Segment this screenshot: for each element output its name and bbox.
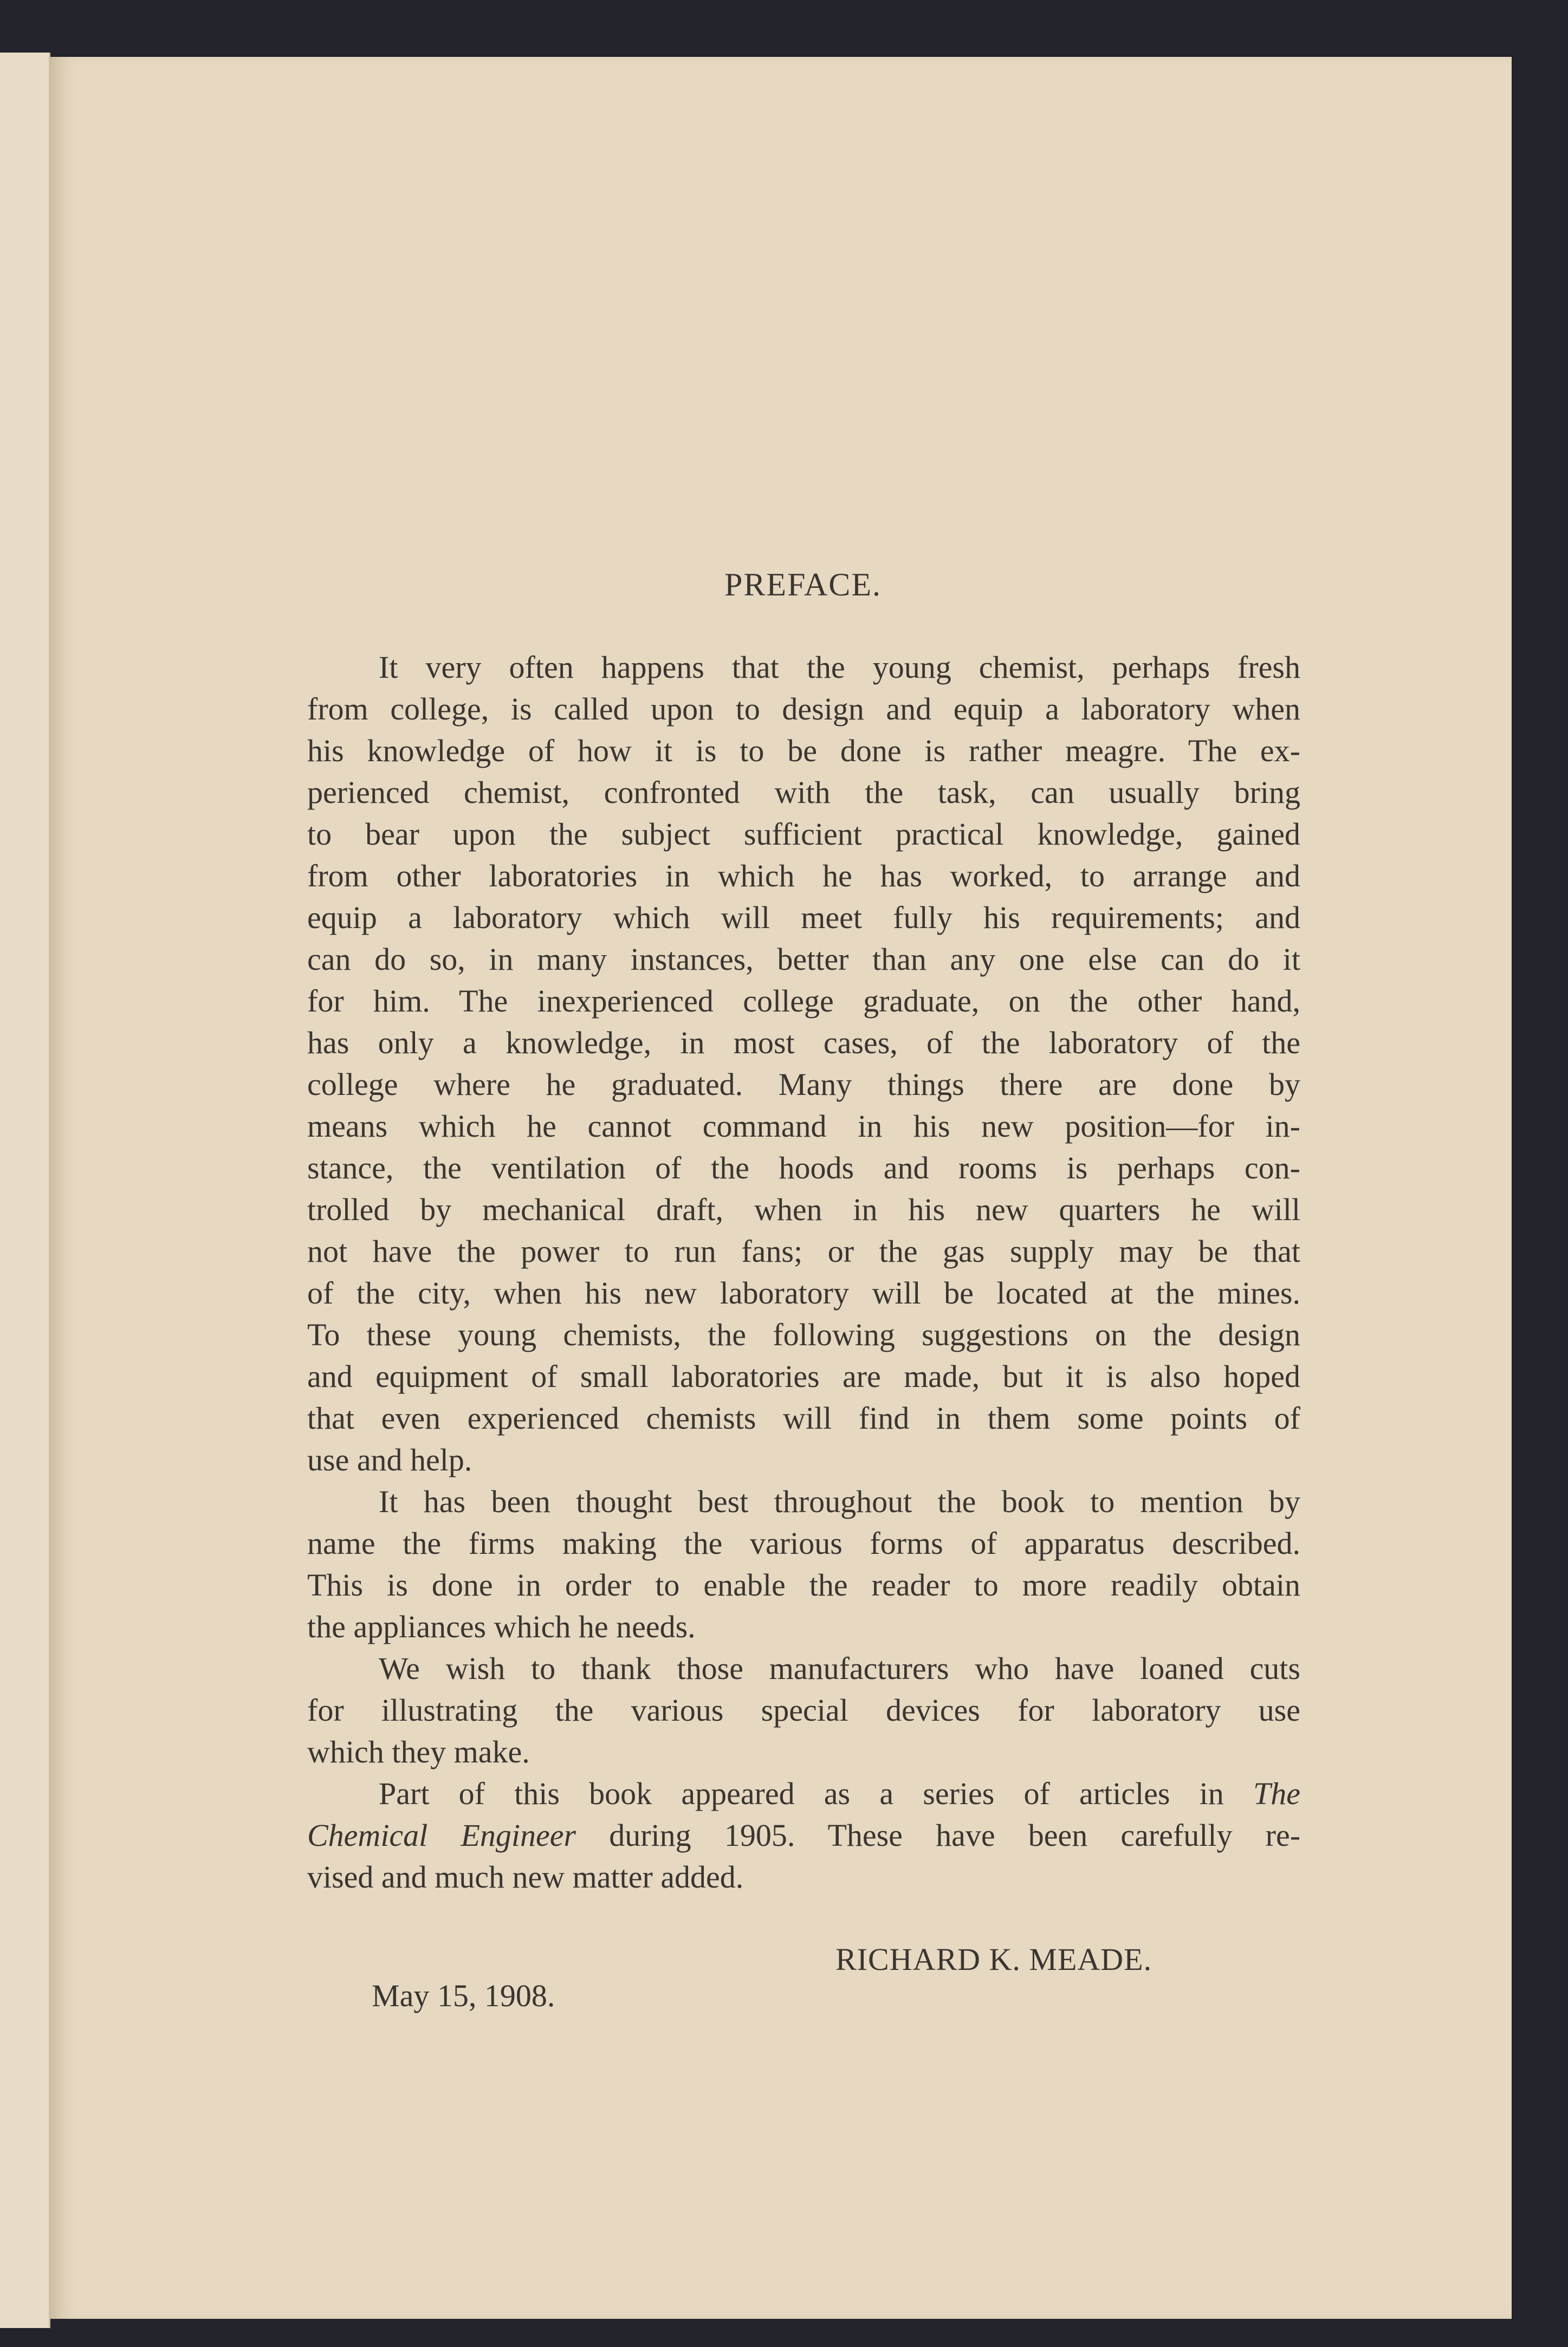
text-line: We wish to thank those manufacturers who have loaned cuts (379, 1651, 1300, 1686)
previous-page-edge (0, 53, 50, 2328)
text-line: for him. The inexperienced college graduate, on the other hand, (307, 983, 1300, 1019)
text-line: and equipment of small laboratories are made, but it is also hoped (307, 1359, 1300, 1394)
text-line: It has been thought best throughout the book to mention by (379, 1484, 1300, 1519)
text-line: from other laboratories in which he has worked, to arrange and (307, 858, 1300, 893)
text-line (307, 1814, 1300, 1856)
paragraph-1 (307, 646, 1300, 1481)
text-line: stance, the ventilation of the hoods and rooms is perhaps con- (307, 1150, 1300, 1185)
paragraph-3 (307, 1648, 1300, 1773)
italic-title: The (1253, 1776, 1300, 1811)
text-line: not have the power to run fans; or the gas supply may be that (307, 1234, 1300, 1269)
text-span: during 1905. These have been carefully re- (609, 1818, 1301, 1853)
text-line: equip a laboratory which will meet fully his requirements; and (307, 900, 1300, 935)
book-page (50, 57, 1512, 2319)
text-line: To these young chemists, the following suggestions on the design (307, 1317, 1300, 1352)
preface-date: May 15, 1908. (372, 1978, 555, 2013)
text-line: trolled by mechanical draft, when in his new quarters he will (307, 1192, 1300, 1227)
page-title: PREFACE. (724, 567, 882, 602)
text-line: the appliances which he needs. (307, 1609, 696, 1644)
preface-body (307, 646, 1300, 1898)
text-line: of the city, when his new laboratory will be located at the mines. (307, 1275, 1300, 1311)
text-line: which they make. (307, 1734, 530, 1769)
author-signature: RICHARD K. MEADE. (835, 1942, 1152, 1977)
text-line: perienced chemist, confronted with the task, can usually bring (307, 775, 1300, 810)
text-line: name the firms making the various forms of apparatus described. (307, 1526, 1300, 1561)
text-line: for illustrating the various special devices for laboratory use (307, 1693, 1300, 1728)
text-line: can do so, in many instances, better than any one else can do it (307, 942, 1300, 977)
text-line: has only a knowledge, in most cases, of the laboratory of the (307, 1025, 1300, 1060)
text-line: use and help. (307, 1442, 472, 1477)
paragraph-2 (307, 1481, 1300, 1648)
text-line (307, 1773, 1300, 1814)
text-span: Part of this book appeared as a series of articles in (379, 1776, 1224, 1811)
italic-title: Chemical Engineer (307, 1818, 576, 1853)
text-line: from college, is called upon to design and equip a laboratory when (307, 691, 1300, 727)
text-line: his knowledge of how it is to be done is rather meagre. The ex- (307, 733, 1300, 768)
paragraph-4 (307, 1773, 1300, 1898)
text-line: vised and much new matter added. (307, 1859, 744, 1895)
text-line: It very often happens that the young chemist, perhaps fresh (379, 650, 1300, 685)
text-line: to bear upon the subject sufficient practical knowledge, gained (307, 816, 1300, 852)
text-line: that even experienced chemists will find in them some points of (307, 1401, 1300, 1436)
text-line: college where he graduated. Many things there are done by (307, 1067, 1300, 1102)
text-line: means which he cannot command in his new position—for in- (307, 1108, 1300, 1144)
text-line: This is done in order to enable the reader to more readily obtain (307, 1567, 1300, 1603)
